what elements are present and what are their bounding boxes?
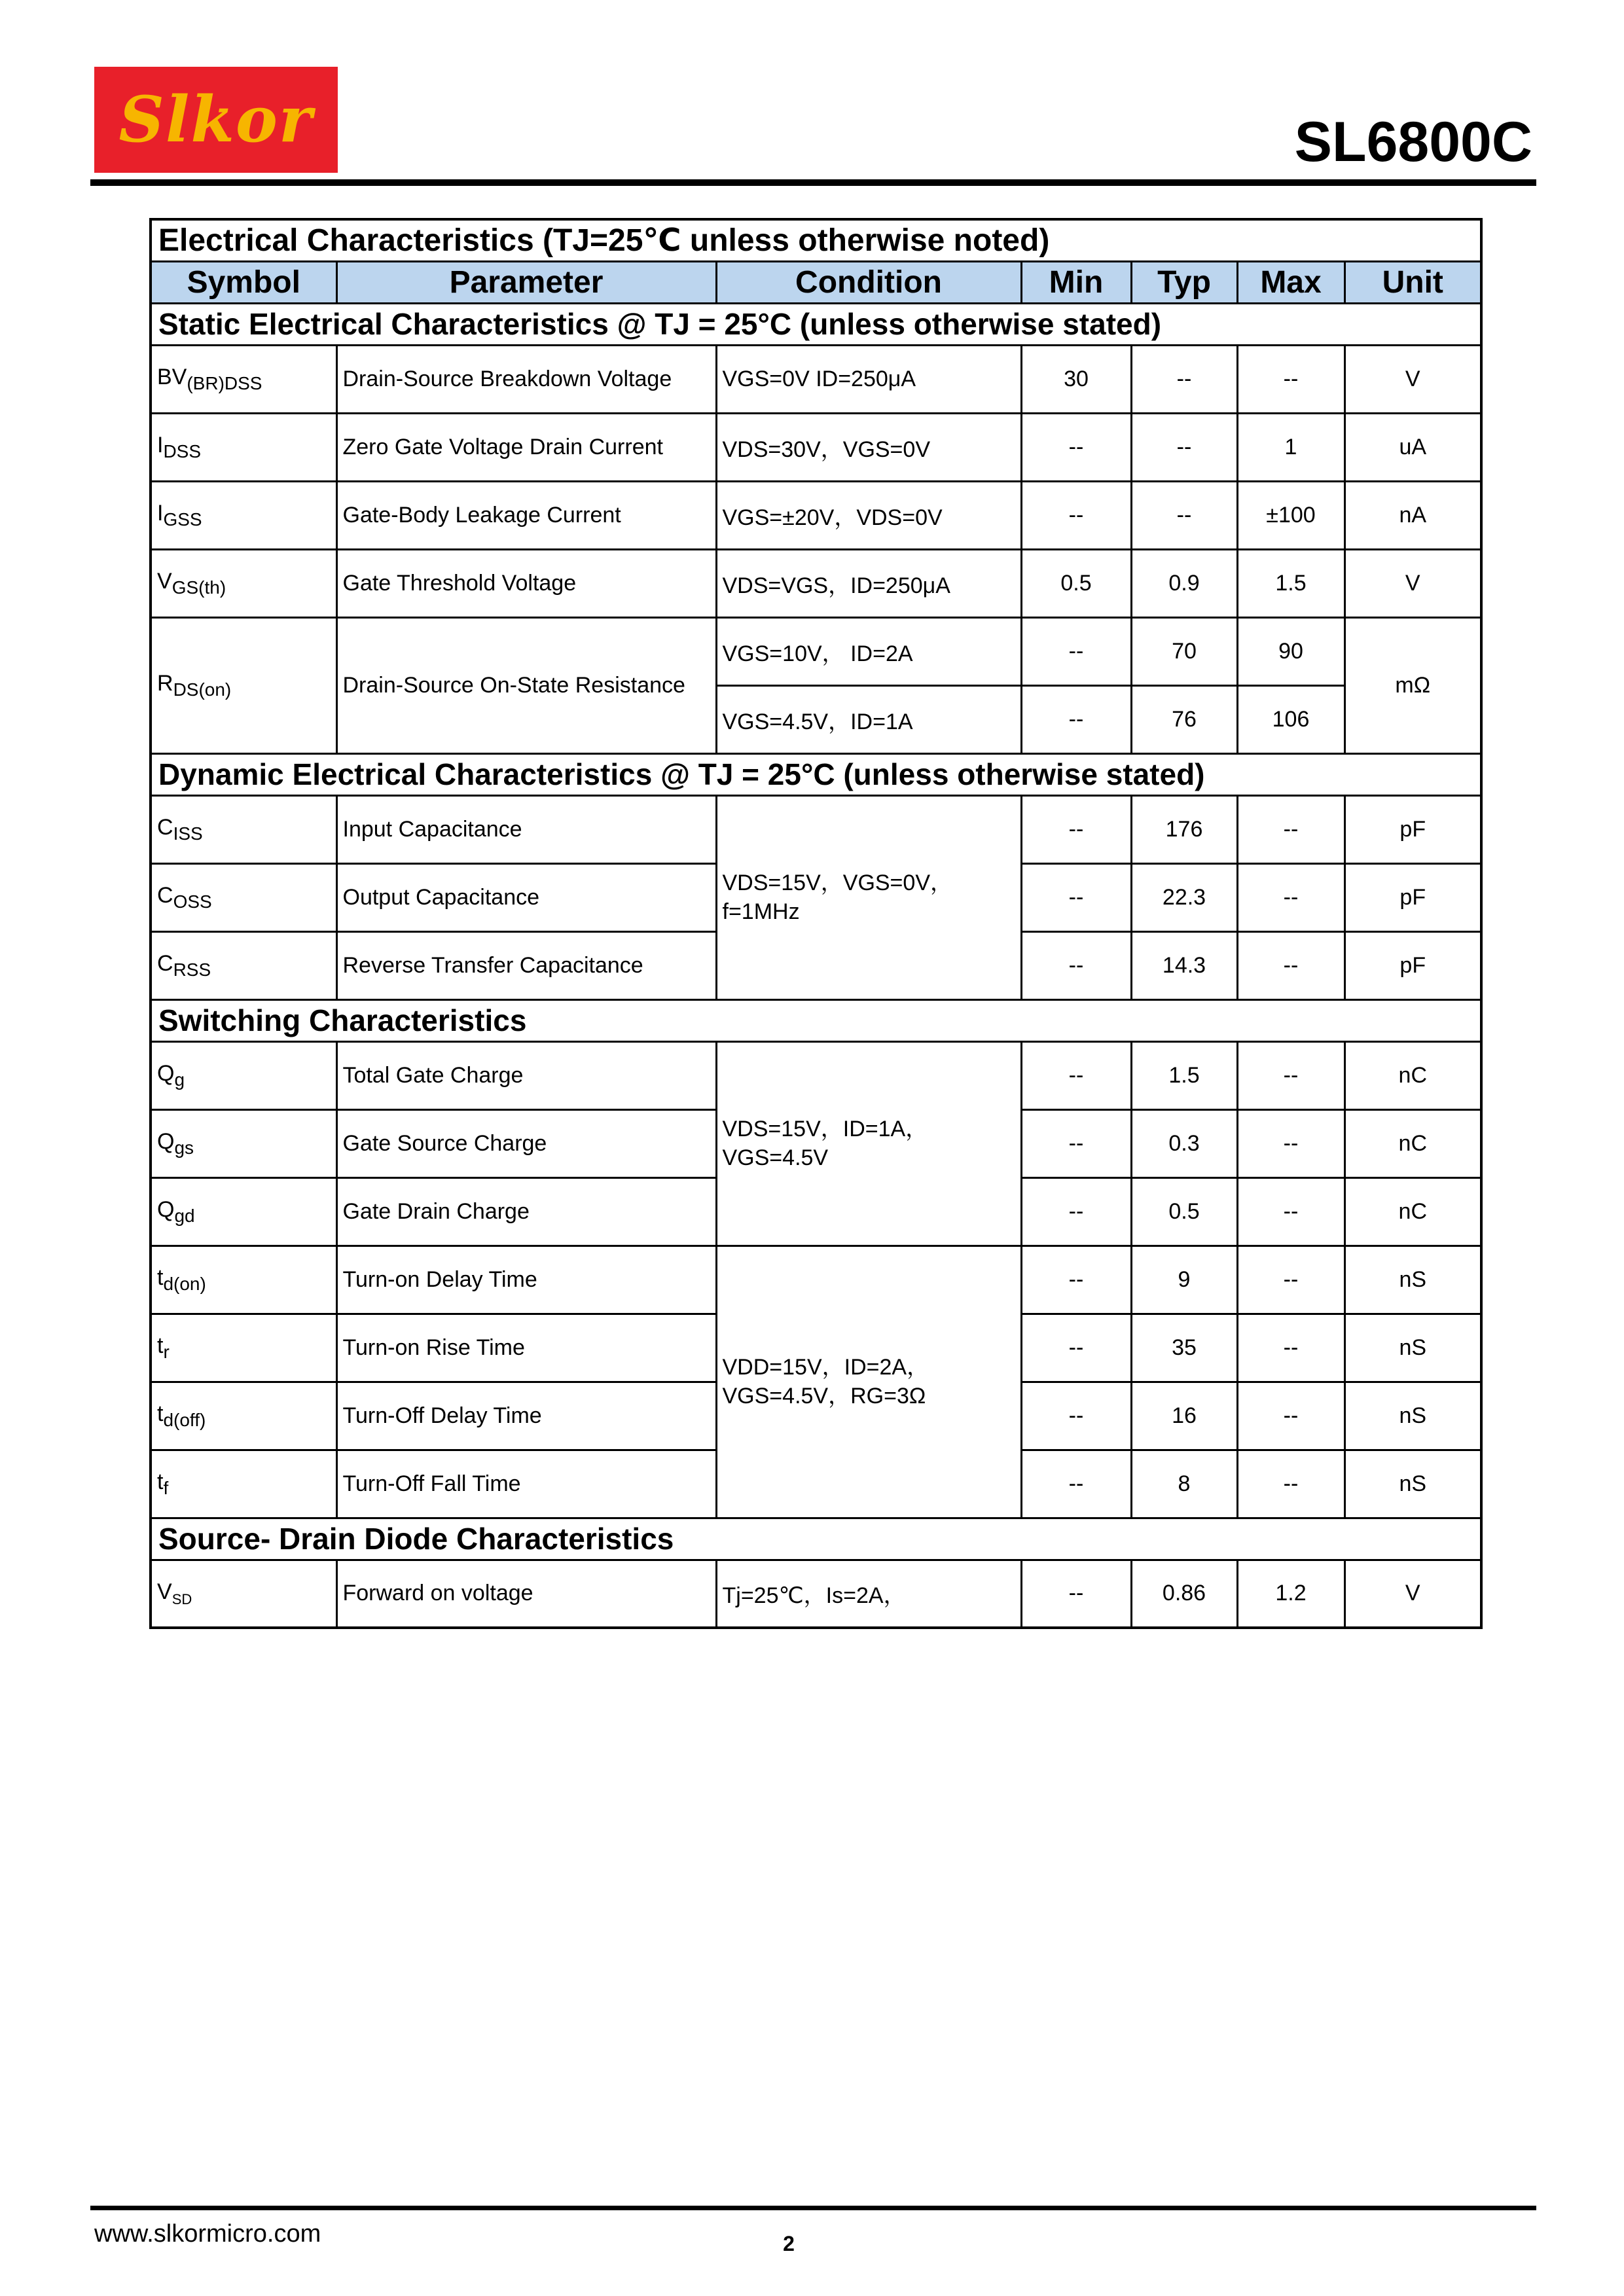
min-cell: --	[1021, 1382, 1131, 1450]
footer-rule	[90, 2206, 1536, 2210]
parameter-cell: Turn-on Rise Time	[336, 1314, 716, 1382]
parameter-cell: Total Gate Charge	[336, 1041, 716, 1109]
parameter-cell: Gate Threshold Voltage	[336, 549, 716, 617]
slkor-logo	[94, 67, 338, 173]
symbol-cell: $R_{DS(on)}$	[151, 617, 336, 753]
symbol-cell: $t_{d(off)}$	[151, 1382, 336, 1450]
max-cell: ±100	[1237, 481, 1344, 549]
section-dynamic-heading: Dynamic Electrical Characteristics @ TJ = 25°C (unless otherwise stated)	[151, 753, 1481, 795]
min-cell: --	[1021, 863, 1131, 931]
symbol-cell: $I_{DSS}$	[151, 413, 336, 481]
unit-cell: V	[1344, 345, 1481, 413]
unit-cell: mΩ	[1344, 617, 1481, 753]
max-cell: 90	[1237, 617, 1344, 685]
symbol-cell: $C_{ISS}$	[151, 795, 336, 863]
max-cell: --	[1237, 863, 1344, 931]
unit-cell: nC	[1344, 1177, 1481, 1246]
max-cell: --	[1237, 1177, 1344, 1246]
unit-cell: nS	[1344, 1450, 1481, 1518]
min-cell: --	[1021, 795, 1131, 863]
col-header-max: Max	[1237, 261, 1344, 303]
typ-cell: 8	[1131, 1450, 1237, 1518]
symbol-cell: $V_{SD}$	[151, 1560, 336, 1628]
table-row	[151, 795, 1481, 863]
max-cell: 106	[1237, 685, 1344, 753]
max-cell: --	[1237, 1450, 1344, 1518]
condition-cell: VDS=15V，ID=1A， VGS=4.5V	[716, 1041, 1021, 1246]
typ-cell: --	[1131, 481, 1237, 549]
unit-cell: nA	[1344, 481, 1481, 549]
website-url: www.slkormicro.com	[94, 2220, 321, 2248]
min-cell: 30	[1021, 345, 1131, 413]
unit-cell: uA	[1344, 413, 1481, 481]
condition-cell: VDS=15V，VGS=0V， f=1MHz	[716, 795, 1021, 999]
electrical-characteristics-table	[149, 218, 1483, 1629]
min-cell: --	[1021, 1450, 1131, 1518]
unit-cell: nC	[1344, 1041, 1481, 1109]
symbol-cell: $t_r$	[151, 1314, 336, 1382]
min-cell: --	[1021, 685, 1131, 753]
typ-cell: --	[1131, 413, 1237, 481]
typ-cell: 0.3	[1131, 1109, 1237, 1177]
parameter-cell: Turn-Off Delay Time	[336, 1382, 716, 1450]
parameter-cell: Turn-on Delay Time	[336, 1246, 716, 1314]
max-cell: --	[1237, 1382, 1344, 1450]
min-cell: --	[1021, 481, 1131, 549]
max-cell: 1.5	[1237, 549, 1344, 617]
parameter-cell: Forward on voltage	[336, 1560, 716, 1628]
typ-cell: 22.3	[1131, 863, 1237, 931]
page-number: 2	[783, 2232, 795, 2255]
parameter-cell: Gate-Body Leakage Current	[336, 481, 716, 549]
min-cell: --	[1021, 1109, 1131, 1177]
typ-cell: 9	[1131, 1246, 1237, 1314]
unit-cell: V	[1344, 1560, 1481, 1628]
table-row	[151, 481, 1481, 549]
parameter-cell: Drain-Source On-State Resistance	[336, 617, 716, 753]
min-cell: --	[1021, 1560, 1131, 1628]
typ-cell: 0.9	[1131, 549, 1237, 617]
symbol-cell: $C_{RSS}$	[151, 931, 336, 999]
condition-cell: VDS=VGS，ID=250μA	[716, 549, 1021, 617]
part-number: SL6800C	[1294, 111, 1532, 173]
parameter-cell: Zero Gate Voltage Drain Current	[336, 413, 716, 481]
typ-cell: --	[1131, 345, 1237, 413]
section-switching-heading: Switching Characteristics	[151, 999, 1481, 1041]
condition-cell: Tj=25℃，Is=2A，	[716, 1560, 1021, 1628]
typ-cell: 14.3	[1131, 931, 1237, 999]
symbol-cell: $t_f$	[151, 1450, 336, 1518]
unit-cell: pF	[1344, 795, 1481, 863]
condition-cell: VDD=15V，ID=2A， VGS=4.5V，RG=3Ω	[716, 1246, 1021, 1518]
condition-cell: VDS=30V，VGS=0V	[716, 413, 1021, 481]
max-cell: --	[1237, 931, 1344, 999]
parameter-cell: Output Capacitance	[336, 863, 716, 931]
min-cell: --	[1021, 1246, 1131, 1314]
parameter-cell: Turn-Off Fall Time	[336, 1450, 716, 1518]
section-static-heading: Static Electrical Characteristics @ TJ = 25°C (unless otherwise stated)	[151, 303, 1481, 345]
parameter-cell: Gate Source Charge	[336, 1109, 716, 1177]
table-row	[151, 617, 1481, 685]
col-header-min: Min	[1021, 261, 1131, 303]
table-row	[151, 1041, 1481, 1109]
symbol-cell: $BV_{(BR)DSS}$	[151, 345, 336, 413]
unit-cell: nC	[1344, 1109, 1481, 1177]
min-cell: --	[1021, 1041, 1131, 1109]
col-header-unit: Unit	[1344, 261, 1481, 303]
max-cell: 1	[1237, 413, 1344, 481]
min-cell: --	[1021, 1314, 1131, 1382]
min-cell: --	[1021, 1177, 1131, 1246]
typ-cell: 1.5	[1131, 1041, 1237, 1109]
typ-cell: 35	[1131, 1314, 1237, 1382]
min-cell: 0.5	[1021, 549, 1131, 617]
symbol-cell: $t_{d(on)}$	[151, 1246, 336, 1314]
max-cell: --	[1237, 1041, 1344, 1109]
col-header-condition: Condition	[716, 261, 1021, 303]
min-cell: --	[1021, 931, 1131, 999]
header-rule	[90, 179, 1536, 186]
max-cell: --	[1237, 345, 1344, 413]
symbol-cell: $C_{OSS}$	[151, 863, 336, 931]
typ-cell: 0.5	[1131, 1177, 1237, 1246]
unit-cell: nS	[1344, 1382, 1481, 1450]
condition-cell: VGS=10V， ID=2A	[716, 617, 1021, 685]
typ-cell: 176	[1131, 795, 1237, 863]
min-cell: --	[1021, 413, 1131, 481]
symbol-cell: $Q_{gs}$	[151, 1109, 336, 1177]
unit-cell: pF	[1344, 863, 1481, 931]
typ-cell: 16	[1131, 1382, 1237, 1450]
parameter-cell: Reverse Transfer Capacitance	[336, 931, 716, 999]
section-diode-heading: Source- Drain Diode Characteristics	[151, 1518, 1481, 1560]
parameter-cell: Gate Drain Charge	[336, 1177, 716, 1246]
table-row	[151, 413, 1481, 481]
table-row	[151, 1560, 1481, 1628]
typ-cell: 70	[1131, 617, 1237, 685]
max-cell: 1.2	[1237, 1560, 1344, 1628]
unit-cell: V	[1344, 549, 1481, 617]
max-cell: --	[1237, 795, 1344, 863]
symbol-cell: $V_{GS(th)}$	[151, 549, 336, 617]
symbol-cell: $Q_g$	[151, 1041, 336, 1109]
table-row	[151, 549, 1481, 617]
condition-cell: VGS=±20V，VDS=0V	[716, 481, 1021, 549]
col-header-typ: Typ	[1131, 261, 1237, 303]
max-cell: --	[1237, 1314, 1344, 1382]
table-row	[151, 345, 1481, 413]
condition-cell: VGS=4.5V，ID=1A	[716, 685, 1021, 753]
parameter-cell: Drain-Source Breakdown Voltage	[336, 345, 716, 413]
unit-cell: pF	[1344, 931, 1481, 999]
table-title: Electrical Characteristics (TJ=25℃ unless otherwise noted)	[151, 219, 1481, 261]
min-cell: --	[1021, 617, 1131, 685]
col-header-symbol: Symbol	[151, 261, 336, 303]
max-cell: --	[1237, 1246, 1344, 1314]
logo-text: Slkor	[118, 82, 314, 156]
col-header-parameter: Parameter	[336, 261, 716, 303]
symbol-cell: $Q_{gd}$	[151, 1177, 336, 1246]
table-row	[151, 1246, 1481, 1314]
condition-cell: VGS=0V ID=250μA	[716, 345, 1021, 413]
parameter-cell: Input Capacitance	[336, 795, 716, 863]
typ-cell: 76	[1131, 685, 1237, 753]
symbol-cell: $I_{GSS}$	[151, 481, 336, 549]
typ-cell: 0.86	[1131, 1560, 1237, 1628]
max-cell: --	[1237, 1109, 1344, 1177]
unit-cell: nS	[1344, 1246, 1481, 1314]
unit-cell: nS	[1344, 1314, 1481, 1382]
